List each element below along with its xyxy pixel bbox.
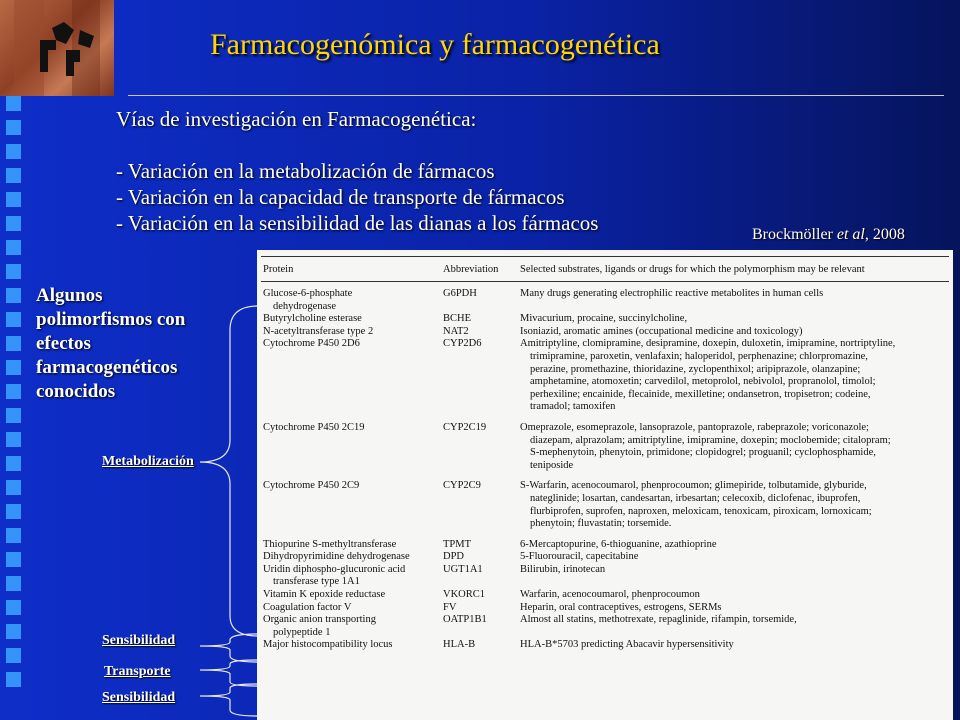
cell-abbreviation: BCHE [443, 313, 472, 325]
cell-abbreviation: FV [443, 601, 457, 613]
cell-abbreviation: DPD [443, 551, 465, 563]
protein-line: Butyrylcholine esterase [263, 313, 362, 325]
tag-transport: Transporte [104, 664, 171, 679]
substrate-line: Many drugs generating electrophilic reactive metabolites in human cells [520, 288, 824, 299]
cell-substrates [520, 472, 949, 530]
substrate-line: nateglinide; losartan, candesartan, irbesartan; celecoxib, diclofenac, ibuprofen, [530, 492, 861, 504]
table-row [261, 338, 949, 414]
citation-year: , 2008 [864, 226, 905, 243]
protein-line: Uridin diphospho-glucuronic acid [263, 563, 406, 575]
polymorphism-table-panel [257, 250, 953, 720]
cell-protein [261, 338, 443, 414]
cell-protein [261, 614, 443, 639]
substrate-line: Omeprazole, esomeprazole, lansoprazole, pantoprazole, rabeprazole; voriconazole; [520, 421, 869, 433]
polymorphism-table [261, 256, 949, 652]
cell-substrates [520, 564, 949, 589]
protein-line: Cytochrome P450 2C9 [263, 480, 360, 492]
cell-substrates [520, 602, 949, 615]
intro-heading: Vías de investigación en Farmacogenética: [116, 107, 477, 131]
table-body [261, 282, 949, 653]
header-protein: Protein [261, 257, 443, 282]
tag-metabolization: Metabolización [102, 454, 194, 469]
table-row [261, 551, 949, 564]
cell-abbreviation: G6PDH [443, 288, 477, 299]
protein-line: Organic anion transporting [263, 614, 376, 626]
side-note-line: Algunos [36, 285, 103, 306]
protein-line: Major histocompatibility locus [263, 639, 393, 651]
intro-line-sensitivity: - Variación en la sensibilidad de las dianas a los fármacos [116, 211, 599, 235]
substrate-line: diazepam, alprazolam; amitriptyline, imipramine, doxepin; moclobemide; citalopram; [530, 434, 891, 446]
cell-protein [261, 531, 443, 552]
cell-substrates [520, 589, 949, 602]
tag-sensitivity-2: Sensibilidad [102, 690, 176, 705]
cell-abbreviation: CYP2C19 [443, 421, 487, 433]
citation-etal: et al [836, 226, 865, 243]
university-logo [0, 0, 114, 96]
cell-protein [261, 414, 443, 472]
cell-protein [261, 472, 443, 530]
side-note-line: polimorfismos con [36, 309, 186, 330]
slide-title: Farmacogenómica y farmacogenética [210, 28, 660, 61]
cell-abbreviation: OATP1B1 [443, 614, 487, 626]
cell-protein [261, 326, 443, 339]
cell-abbreviation: UGT1A1 [443, 563, 483, 575]
protein-line: Cytochrome P450 2C19 [263, 421, 365, 433]
side-note [36, 284, 185, 404]
protein-line: Vitamin K epoxide reductase [263, 589, 386, 601]
side-note-line: efectos [36, 333, 91, 354]
protein-line: polypeptide 1 [273, 626, 331, 638]
cell-protein [261, 602, 443, 615]
substrate-line: amphetamine, atomoxetin; carvedilol, metoprolol, nebivolol, propranolol, timolol; [530, 376, 876, 388]
header-abbreviation: Abbreviation [443, 257, 520, 282]
cell-protein [261, 639, 443, 652]
table-row [261, 614, 949, 639]
table-row [261, 589, 949, 602]
substrate-line: flurbiprofen, suprofen, naproxen, meloxicam, tenoxicam, piroxicam, lornoxicam; [530, 505, 872, 517]
substrate-line: perazine, promethazine, thioridazine, zyclopenthixol; aripiprazole, olanzapine; [530, 363, 861, 375]
substrate-line: Warfarin, acenocoumarol, phenprocoumon [520, 589, 700, 601]
substrate-line: HLA-B*5703 predicting Abacavir hypersensitivity [520, 639, 734, 651]
cell-protein [261, 589, 443, 602]
cell-protein [261, 313, 443, 326]
substrate-line: Isoniazid, aromatic amines (occupational medicine and toxicology) [520, 325, 803, 337]
protein-line: Coagulation factor V [263, 601, 352, 613]
table-row [261, 313, 949, 326]
tag-sensitivity-1: Sensibilidad [102, 633, 176, 648]
table-row [261, 282, 949, 314]
table-row [261, 326, 949, 339]
substrate-line: S-Warfarin, acenocoumarol, phenprocoumon; glimepiride, tolbutamide, glyburide, [520, 480, 867, 492]
cell-substrates [520, 551, 949, 564]
substrate-line: Mivacurium, procaine, succinylcholine, [520, 313, 688, 325]
protein-line: Thiopurine S-methyltransferase [263, 538, 397, 550]
substrate-line: perhexiline; encainide, flecainide, mexilletine; ondansetron, tropisetron; codeine, [530, 388, 871, 400]
cell-substrates [520, 313, 949, 326]
substrate-line: S-mephenytoin, phenytoin, primidone; clopidogrel; proguanil; cyclophosphamide, [530, 447, 876, 459]
logo-mark-icon [0, 0, 114, 96]
protein-line: Dihydropyrimidine dehydrogenase [263, 551, 410, 563]
substrate-line: Amitriptyline, clomipramine, desipramine, doxepin, duloxetin, imipramine, nortriptyline, [520, 338, 896, 350]
cell-substrates [520, 282, 949, 314]
cell-substrates [520, 614, 949, 639]
cell-abbreviation: CYP2D6 [443, 338, 482, 350]
substrate-line: 6-Mercaptopurine, 6-thioguanine, azathioprine [520, 538, 717, 550]
citation [752, 226, 905, 244]
table-row [261, 602, 949, 615]
table-row [261, 414, 949, 472]
substrate-line: tramadol; tamoxifen [530, 401, 616, 413]
protein-line: dehydrogenase [273, 300, 336, 312]
cell-abbreviation: VKORC1 [443, 589, 486, 601]
table-row [261, 564, 949, 589]
cell-substrates [520, 414, 949, 472]
cell-abbreviation: NAT2 [443, 325, 469, 337]
substrate-line: phenytoin; fluvastatin; torsemide. [530, 518, 672, 530]
cell-substrates [520, 531, 949, 552]
substrate-line: Heparin, oral contraceptives, estrogens, SERMs [520, 601, 722, 613]
protein-line: transferase type 1A1 [273, 576, 360, 588]
cell-substrates [520, 326, 949, 339]
substrate-line: Bilirubin, irinotecan [520, 563, 606, 575]
cell-substrates [520, 338, 949, 414]
table-row [261, 531, 949, 552]
cell-substrates [520, 639, 949, 652]
title-divider [128, 95, 944, 96]
cell-protein [261, 564, 443, 589]
protein-line: Cytochrome P450 2D6 [263, 338, 360, 350]
substrate-line: Almost all statins, methotrexate, repaglinide, rifampin, torsemide, [520, 614, 797, 626]
side-note-line: farmacogenéticos [36, 357, 178, 378]
cell-protein [261, 282, 443, 314]
header-substrates: Selected substrates, ligands or drugs for which the polymorphism may be relevant [520, 257, 949, 282]
table-row [261, 639, 949, 652]
intro-block [116, 106, 598, 236]
substrate-line: 5-Fluorouracil, capecitabine [520, 551, 639, 563]
substrate-line: trimipramine, paroxetin, venlafaxin; haloperidol, perphenazine; chlorpromazine, [530, 350, 868, 362]
intro-line-metabolization: - Variación en la metabolización de fármacos [116, 159, 495, 183]
substrate-line: teniposide [530, 459, 574, 471]
table-row [261, 472, 949, 530]
cell-abbreviation: HLA-B [443, 639, 476, 651]
cell-abbreviation: CYP2C9 [443, 480, 481, 492]
cell-abbreviation: TPMT [443, 538, 472, 550]
cell-protein [261, 551, 443, 564]
intro-line-transport: - Variación en la capacidad de transporte de fármacos [116, 185, 565, 209]
side-note-line: conocidos [36, 381, 116, 402]
citation-author: Brockmöller [752, 226, 837, 243]
protein-line: N-acetyltransferase type 2 [263, 325, 374, 337]
protein-line: Glucose-6-phosphate [263, 288, 353, 299]
table-header-row [261, 257, 949, 282]
decorative-squares [6, 96, 22, 696]
